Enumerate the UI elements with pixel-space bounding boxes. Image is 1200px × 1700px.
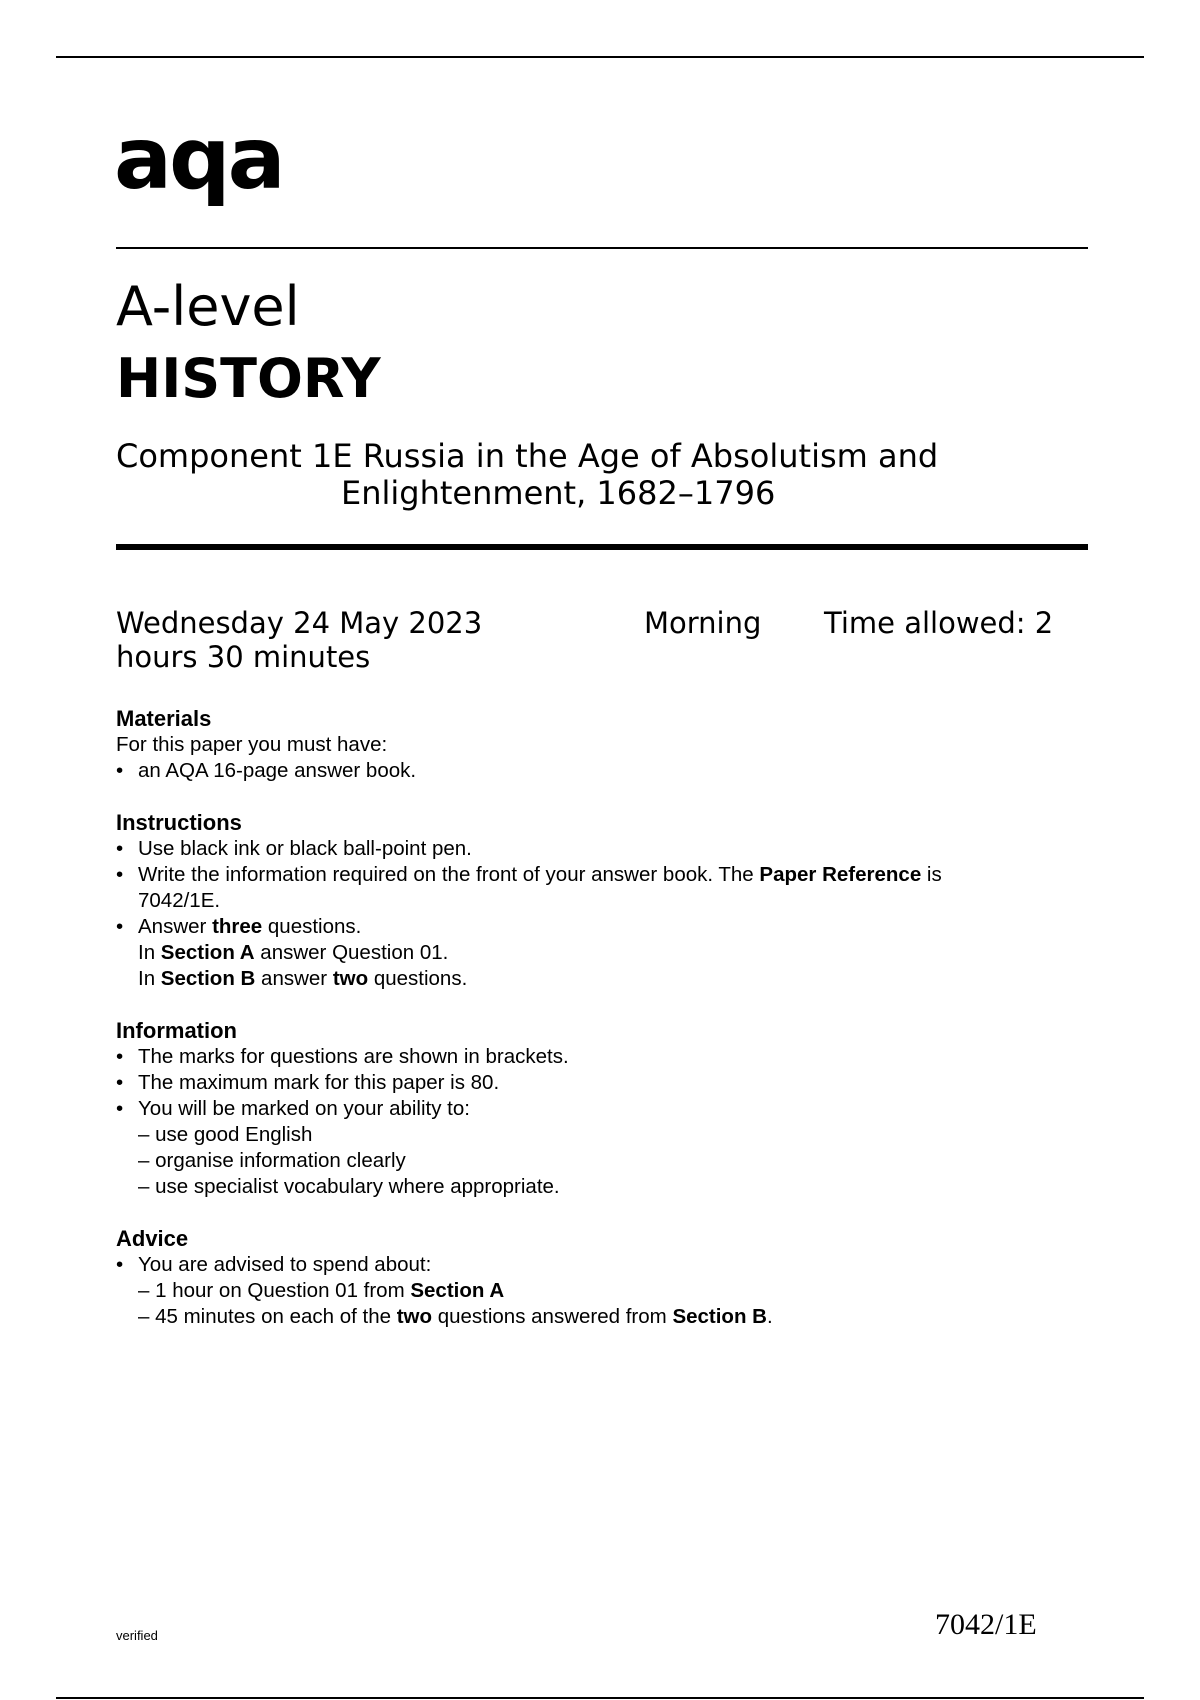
instruction-item: • Use black ink or black ball-point pen. xyxy=(116,836,1096,862)
materials-intro: For this paper you must have: xyxy=(116,733,388,756)
instruction-subitem: In Section A answer Question 01. xyxy=(138,941,449,964)
materials-item: • an AQA 16-page answer book. xyxy=(116,758,1096,784)
top-rule xyxy=(56,56,1144,58)
information-subitem: – use specialist vocabulary where appropriate. xyxy=(138,1175,560,1198)
exam-details xyxy=(116,606,1096,674)
component-title xyxy=(116,438,1096,512)
information-section xyxy=(116,1018,1096,1200)
advice-item: • You are advised to spend about: xyxy=(116,1252,1096,1278)
information-heading: Information xyxy=(116,1018,237,1043)
thick-divider xyxy=(116,544,1088,550)
front-page-sections xyxy=(116,706,1096,1356)
component-line-2: Enlightenment, 1682–1796 xyxy=(341,474,776,512)
materials-heading: Materials xyxy=(116,706,212,731)
information-item: • You will be marked on your ability to: xyxy=(116,1096,1096,1122)
aqa-logo: aqa xyxy=(114,109,283,209)
advice-section xyxy=(116,1226,1096,1330)
instruction-subitem: In Section B answer two questions. xyxy=(138,967,468,990)
time-allowed-continued: hours 30 minutes xyxy=(116,640,371,674)
advice-subitem: – 1 hour on Question 01 from Section A xyxy=(138,1279,505,1302)
instructions-heading: Instructions xyxy=(116,810,242,835)
logo-divider xyxy=(116,247,1088,249)
component-line-1: Component 1E Russia in the Age of Absolutism and xyxy=(116,437,939,475)
exam-date: Wednesday 24 May 2023 xyxy=(116,606,483,640)
instruction-item: • Write the information required on the front of your answer book. The Paper Reference is 7042/1E. xyxy=(116,862,1096,914)
paper-reference: 7042/1E xyxy=(935,1608,1037,1641)
advice-heading: Advice xyxy=(116,1226,189,1251)
information-subitem: – use good English xyxy=(138,1123,313,1146)
instruction-item: • Answer three questions. xyxy=(116,914,1096,940)
bottom-rule xyxy=(56,1697,1144,1699)
instructions-section xyxy=(116,810,1096,992)
time-allowed: Time allowed: 2 xyxy=(824,606,1054,640)
advice-subitem: – 45 minutes on each of the two questions answered from Section B. xyxy=(138,1305,773,1328)
subject-title: HISTORY xyxy=(116,347,381,410)
verified-mark: verified xyxy=(116,1628,158,1643)
exam-session: Morning xyxy=(644,606,762,640)
information-subitem: – organise information clearly xyxy=(138,1149,406,1172)
information-item: • The maximum mark for this paper is 80. xyxy=(116,1070,1096,1096)
information-item: • The marks for questions are shown in brackets. xyxy=(116,1044,1096,1070)
qualification-level: A-level xyxy=(116,275,300,338)
materials-section xyxy=(116,706,1096,784)
